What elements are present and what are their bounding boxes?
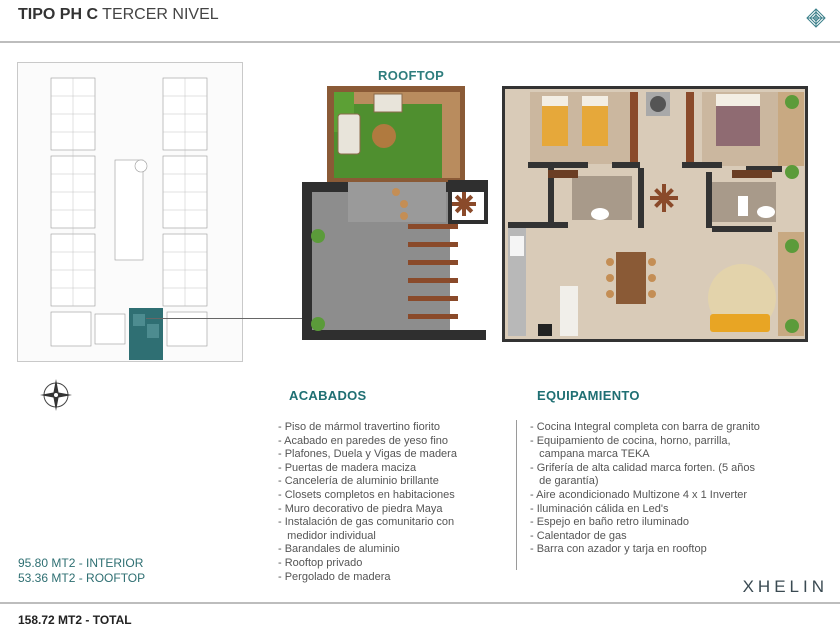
total-area: 158.72 MT2 - TOTAL	[18, 613, 132, 627]
list-item: medidor individual	[278, 529, 376, 542]
list-item: - Cocina Integral completa con barra de granito	[530, 421, 760, 433]
list-item: - Iluminación cálida en Led's	[530, 502, 669, 515]
list-item: - Instalación de gas comunitario con	[278, 516, 455, 529]
title-level: TERCER NIVEL	[102, 6, 219, 23]
list-item: - Calentador de gas	[530, 529, 627, 542]
list-item: - Closets completos en habitaciones	[278, 488, 455, 501]
connector-line	[146, 318, 316, 319]
list-item: de garantía)	[530, 475, 599, 488]
list-item: - Espejo en baño retro iluminado	[530, 516, 689, 529]
list-item: - Equipamiento de cocina, horno, parrilla,	[530, 434, 731, 447]
list-item: - Barandales de aluminio	[278, 543, 400, 556]
header-divider	[0, 41, 840, 43]
list-item: - Aire acondicionado Multizone 4 x 1 Inverter	[530, 488, 748, 501]
list-item: - Barra con azador y tarja en rooftop	[530, 543, 707, 556]
site-plan	[17, 62, 243, 362]
list-item: - Piso de mármol travertino fiorito	[278, 421, 440, 433]
equipamiento-list	[530, 421, 760, 557]
acabados-title: ACABADOS	[289, 388, 367, 403]
rooftop-label: ROOFTOP	[378, 68, 445, 83]
rooftop-floor-plan	[300, 84, 490, 342]
brand-logo-icon	[806, 8, 826, 28]
equipamiento-title: EQUIPAMIENTO	[537, 388, 640, 403]
footer-divider	[0, 602, 840, 604]
interior-area: 95.80 MT2 - INTERIOR	[18, 556, 144, 570]
page-title	[18, 6, 219, 28]
compass-icon	[38, 377, 74, 413]
list-item: - Rooftop privado	[278, 556, 363, 569]
list-item: - Grifería de alta calidad marca forten. (5 años	[530, 461, 755, 474]
list-item: - Cancelería de aluminio brillante	[278, 475, 439, 488]
list-item: - Acabado en paredes de yeso fino	[278, 434, 449, 447]
brand-wordmark: XHELIN	[742, 577, 828, 596]
unit-floor-plan	[502, 86, 808, 342]
acabados-list	[278, 421, 457, 584]
title-type: TIPO PH C	[18, 6, 99, 23]
list-item: - Muro decorativo de piedra Maya	[278, 502, 443, 515]
list-item: - Puertas de madera maciza	[278, 461, 417, 474]
list-item: campana marca TEKA	[530, 448, 650, 461]
list-item: - Pergolado de madera	[278, 570, 391, 583]
rooftop-area: 53.36 MT2 - ROOFTOP	[18, 571, 146, 585]
list-item: - Plafones, Duela y Vigas de madera	[278, 448, 457, 461]
column-divider	[516, 420, 517, 570]
